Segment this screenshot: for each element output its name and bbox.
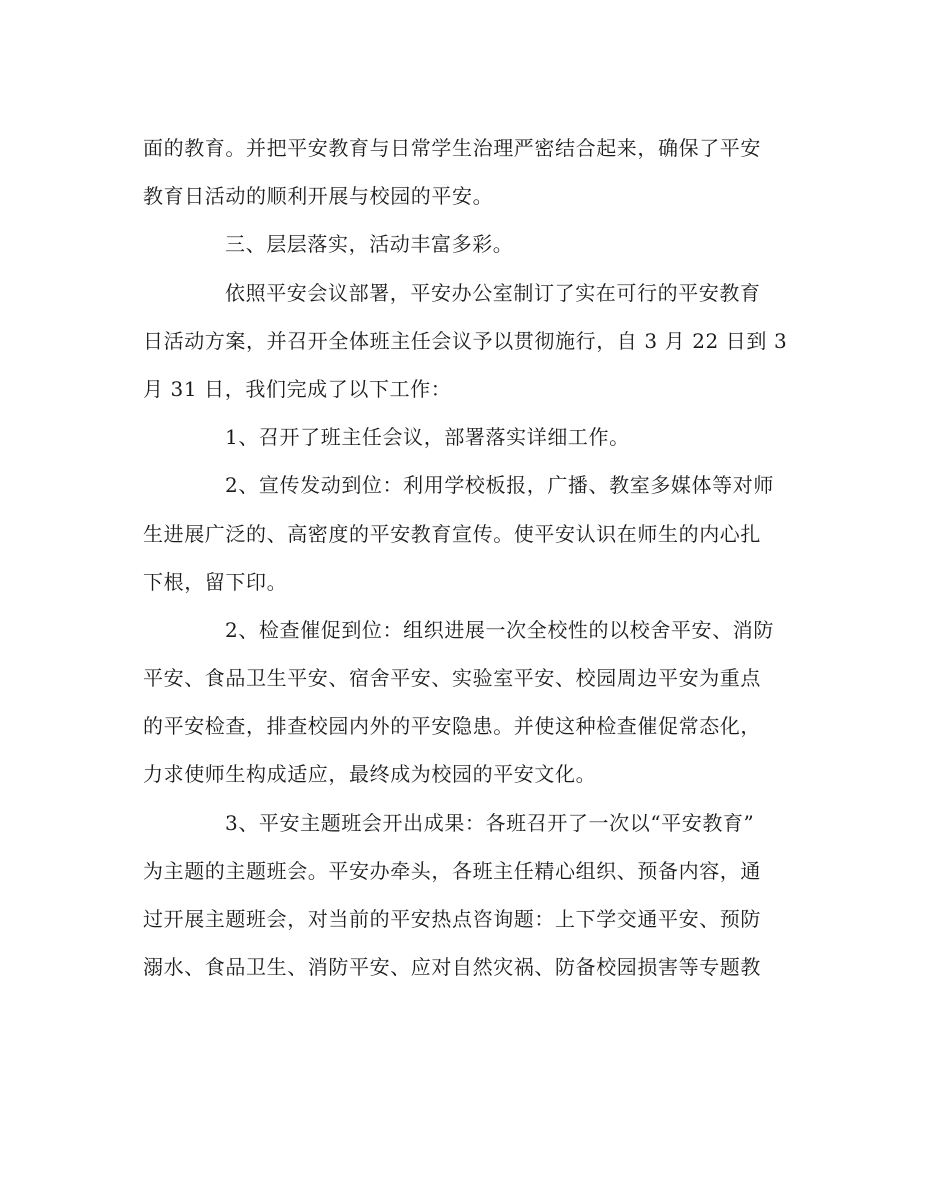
text-line: 力求使师生构成适应，最终成为校园的平安文化。 xyxy=(143,762,597,787)
text-line: 日活动方案，并召开全体班主任会议予以贯彻施行，自 3 月 22 日到 3 xyxy=(143,328,788,353)
text-line: 平安、食品卫生平安、宿舍平安、实验室平安、校园周边平安为重点 xyxy=(143,666,761,691)
text-line: 月 31 日，我们完成了以下工作： xyxy=(143,376,452,401)
text-line: 生进展广泛的、高密度的平安教育宣传。使平安认识在师生的内心扎 xyxy=(143,521,761,546)
list-item: 3、平安主题班会开出成果：各班召开了一次以“平安教育” xyxy=(225,810,755,835)
text-line: 下根，留下印。 xyxy=(143,569,288,594)
text-line: 教育日活动的顺利开展与校园的平安。 xyxy=(143,184,494,209)
list-item: 2、宣传发动到位：利用学校板报，广播、教室多媒体等对师 xyxy=(225,473,774,498)
paragraph-start: 依照平安会议部署，平安办公室制订了实在可行的平安教育 xyxy=(225,280,761,305)
text-line: 溺水、食品卫生、消防平安、应对自然灾祸、防备校园损害等专题教 xyxy=(143,955,761,980)
document-body xyxy=(143,124,808,991)
list-item: 2、检查催促到位：组织进展一次全校性的以校舍平安、消防 xyxy=(225,617,774,642)
section-heading: 三、层层落实，活动丰富多彩。 xyxy=(225,232,514,257)
text-line: 的平安检查，排查校园内外的平安隐患。并使这种检查催促常态化， xyxy=(143,714,761,739)
text-line: 为主题的主题班会。平安办牵头，各班主任精心组织、预备内容，通 xyxy=(143,858,761,883)
list-item: 1、召开了班主任会议，部署落实详细工作。 xyxy=(225,425,630,450)
text-line: 过开展主题班会，对当前的平安热点咨询题：上下学交通平安、预防 xyxy=(143,907,761,931)
text-line: 面的教育。并把平安教育与日常学生治理严密结合起来，确保了平安 xyxy=(143,136,761,160)
